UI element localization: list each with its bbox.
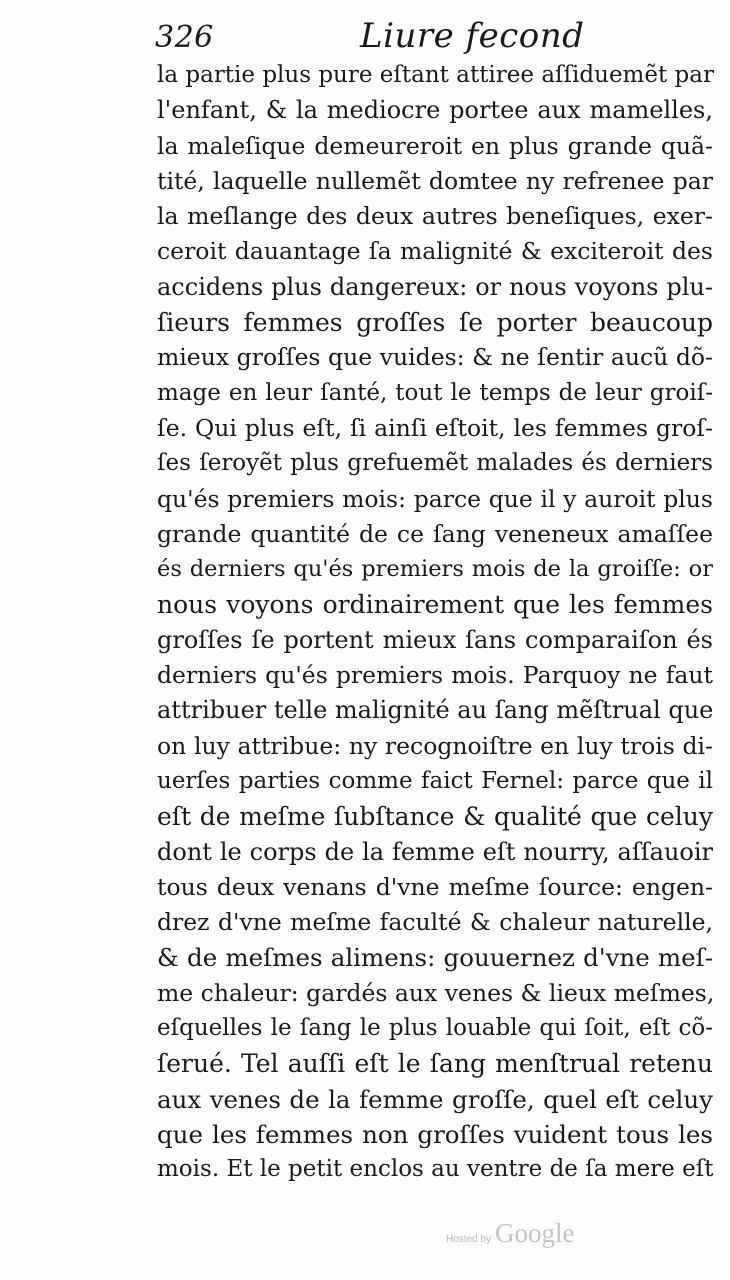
text-line: eſt de meſme ſubſtance & qualité que celuy [157,802,713,832]
text-line: que les femmes non groſſes vuident tous les [157,1119,713,1149]
page-number: 326 [155,20,214,55]
text-line: tous deux venans d'vne meſme ſource: engen- [157,872,713,901]
text-line: accidens plus dangereux: or nous voyons plu- [157,272,713,301]
text-line: ſes ſeroyẽt plus grefuemẽt malades és derniers [157,450,713,477]
text-line: mage en leur ſanté, tout le temps de leur groiſ- [157,379,713,406]
text-line: nous voyons ordinairement que les femmes [157,590,713,620]
text-line: attribuer telle malignité au ſang mẽſtrual que [157,696,714,725]
text-line: groſſes ſe portent mieux ſans comparaiſon és [157,625,713,654]
text-line: drez d'vne meſme faculté & chaleur naturelle, [157,908,713,937]
text-line: l'enfant, & la mediocre portee aux mamelles, [157,96,713,125]
text-line: la maleſique demeureroit en plus grande quã- [157,131,713,160]
text-line: uerſes parties comme faict Fernel: parce que il [157,767,713,794]
text-line: mieux groſſes que vuides: & ne ſentir aucũ dõ- [157,343,713,372]
text-line: ſerué. Tel auſſi eſt le ſang menſtrual retenu [157,1049,713,1079]
text-line: la partie plus pure eſtant attiree aſſiduemẽt par [157,62,714,88]
page-header [155,14,715,58]
text-line: ſe. Qui plus eſt, ſi ainſi eſtoit, les femmes groſ- [157,413,713,442]
text-line: aux venes de la femme groſſe, quel eſt celuy [157,1084,713,1114]
text-line: tité, laquelle nullemẽt domtee ny refrenee par [157,166,713,195]
text-line: grande quantité de ce ſang veneneux amaſſee [157,519,713,548]
text-line: me chaleur: gardés aux venes & lieux meſmes, [157,978,715,1007]
running-head: Liure fecond [360,16,585,56]
text-line: la meſlange des deux autres beneſiques, exer- [157,202,713,231]
body-text [157,58,713,1188]
text-line: & de meſmes alimens: gouuernez d'vne meſ- [157,943,713,973]
hosted-by-label: Hosted by [446,1234,492,1245]
text-line: on luy attribue: ny recognoiſtre en luy trois di- [157,731,713,760]
text-line: qu'és premiers mois: parce que il y auroit plus [157,484,713,513]
text-line: ceroit dauantage ſa malignité & exciteroit des [157,237,713,266]
text-line: és derniers qu'és premiers mois de la groiſſe: or [157,556,713,583]
text-line: mois. Et le petit enclos au ventre de ſa mere eſt [157,1156,714,1183]
text-line: eſquelles le ſang le plus louable qui ſoit, eſt cõ- [157,1015,713,1042]
text-line: derniers qu'és premiers mois. Parquoy ne faut [157,661,713,690]
text-line: dont le corps de la femme eſt nourry, aſſauoir [157,837,713,866]
text-line: ſieurs femmes groſſes ſe porter beaucoup [157,308,713,338]
hosted-by-google [446,1218,575,1248]
google-logo: Google [495,1218,575,1248]
